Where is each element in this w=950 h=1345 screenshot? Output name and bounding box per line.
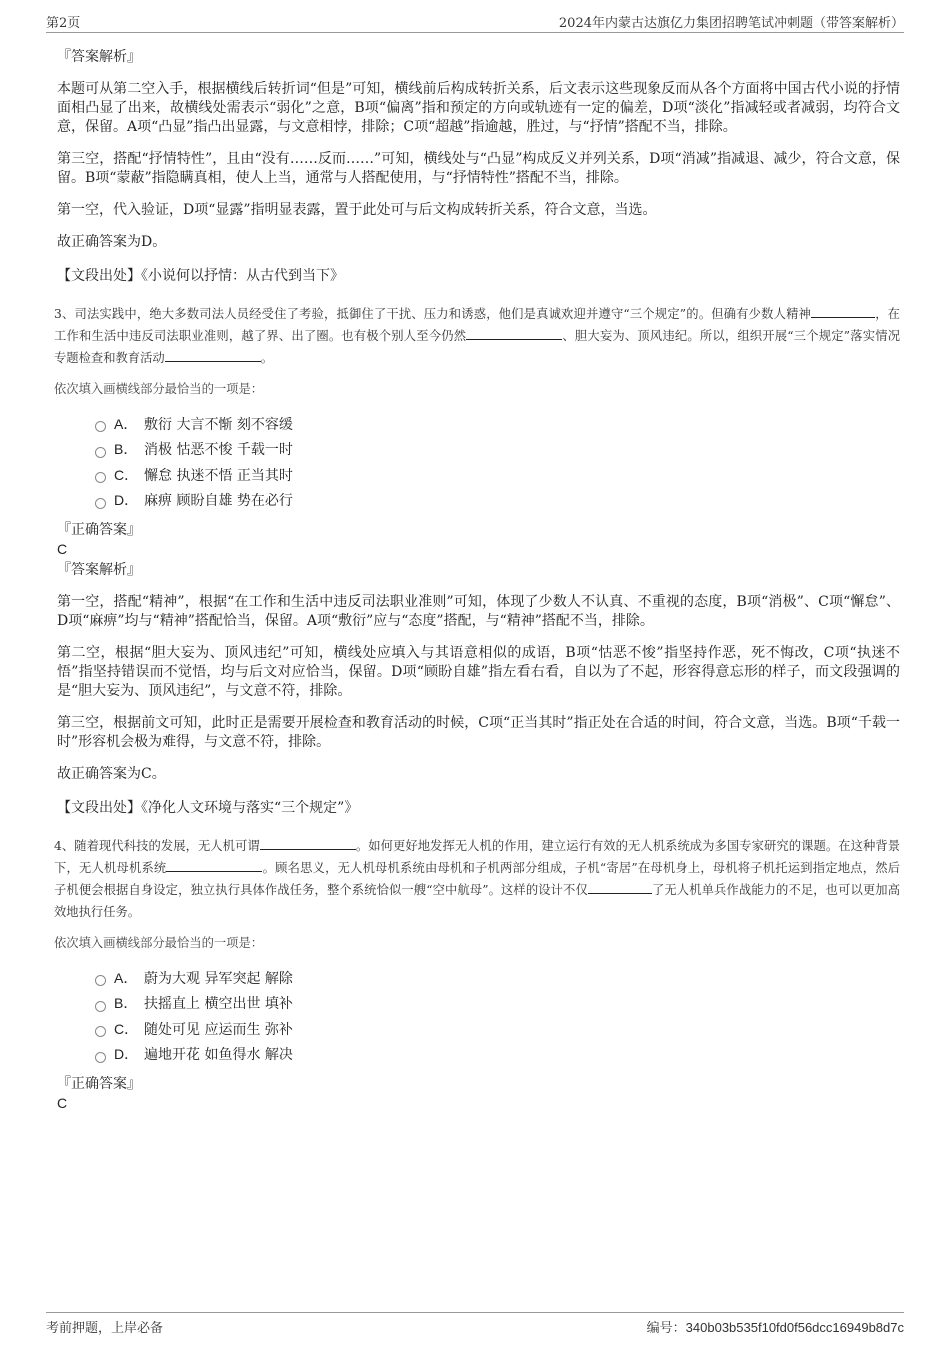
page-number: 第2页: [46, 16, 81, 31]
q4-answer: C: [57, 1095, 68, 1111]
q4-option-b[interactable]: B． 扶摇直上 横空出世 填补: [95, 991, 900, 1017]
q4-option-c[interactable]: C． 随处可见 应运而生 弥补: [95, 1016, 900, 1042]
blank-1: [260, 836, 356, 850]
q2-analysis-p4: 故正确答案为D。: [57, 234, 167, 250]
q4-option-a[interactable]: A． 蔚为大观 异军突起 解除: [95, 965, 900, 991]
blank-2: [166, 858, 262, 872]
q2-analysis-tag: 『答案解析』: [57, 49, 141, 65]
page-header: [46, 12, 904, 33]
q3-answer-tag: 『正确答案』: [57, 522, 141, 538]
blank-2: [466, 326, 562, 340]
q4-options: [95, 965, 900, 1067]
radio-icon[interactable]: [95, 1052, 106, 1063]
document-title: 2024年内蒙古达旗亿力集团招聘笔试冲刺题（带答案解析）: [558, 16, 904, 31]
blank-3: [165, 348, 261, 362]
q3-stem: 3、司法实践中，绝大多数司法人员经受住了考验，抵御住了干扰、压力和诱惑，他们是真诚欢迎并遵守“三个规定”的。但确有少数人精神 ，在工作和生活中违反司法职业准则，越了界、出了圈。也有极个别人至今仍然 、胆大妄为、顶风违纪。所以，组织开展“三个规定”落实情况专题检查和教育活动 。: [54, 303, 900, 369]
radio-icon[interactable]: [95, 1001, 106, 1012]
q3-analysis-p3: 第三空，根据前文可知，此时正是需要开展检查和教育活动的时候，C项“正当其时”指正处在合适的时间，符合文意，当选。B项“千载一时”形容机会极为难得，与文意不符，排除。: [57, 715, 900, 750]
blank-3: [588, 880, 652, 894]
radio-icon[interactable]: [95, 1026, 106, 1037]
document-id: 编号：340b03b535f10fd0f56dcc16949b8d7c: [646, 1320, 904, 1335]
q4-prompt: 依次填入画横线部分最恰当的一项是：: [54, 936, 264, 950]
radio-icon[interactable]: [95, 472, 106, 483]
q3-option-b[interactable]: B． 消极 怙恶不悛 千载一时: [95, 437, 900, 463]
q3-source: 【文段出处】《净化人文环境与落实“三个规定”》: [57, 800, 359, 816]
q3-prompt: 依次填入画横线部分最恰当的一项是：: [54, 382, 264, 396]
q2-source: 【文段出处】《小说何以抒情：从古代到当下》: [57, 268, 344, 284]
q3-option-c[interactable]: C． 懈怠 执迷不悟 正当其时: [95, 462, 900, 488]
blank-1: [811, 304, 875, 318]
q4-stem: 4、随着现代科技的发展，无人机可谓 。如何更好地发挥无人机的作用，建立运行有效的无人机系统成为多国专家研究的课题。在这种背景下，无人机母机系统 。顾名思义，无人机母机系统由母机和子机两部分组成，子机“寄居”在母机身上，母机将子机托运到指定地点，然后子机便会根据自身设定，独立执行具体作战任务，整个系统恰似一艘“空中航母”。这样的设计不仅 了无人机单兵作战能力的不足，也可以更加高效地执行任务。: [54, 835, 900, 923]
q3-answer: C: [57, 541, 68, 557]
q3-option-a[interactable]: A． 敷衍 大言不惭 刻不容缓: [95, 411, 900, 437]
radio-icon[interactable]: [95, 975, 106, 986]
q2-analysis-p1: 本题可从第二空入手，根据横线后转折词“但是”可知，横线前后构成转折关系，后文表示这些现象反而从各个方面将中国古代小说的抒情面相凸显了出来，故横线处需表示“弱化”之意，B项“偏离”指和预定的方向或轨迹有一定的偏差，D项“淡化”指减轻或者减弱，均符合文意，保留。A项“凸显”指凸出显露，与文意相悖，排除；C项“超越”指逾越，胜过，与“抒情”搭配不当，排除。: [57, 81, 900, 135]
radio-icon[interactable]: [95, 421, 106, 432]
radio-icon[interactable]: [95, 447, 106, 458]
q4-answer-tag: 『正确答案』: [57, 1076, 141, 1092]
footer-slogan: 考前押题，上岸必备: [46, 1321, 164, 1336]
q3-analysis-p2: 第二空，根据“胆大妄为、顶风违纪”可知，横线处应填入与其语意相似的成语，B项“怙恶不悛”指坚持作恶，死不悔改，C项“执迷不悟”指坚持错误而不觉悟，均与后文对应恰当，保留。D项“顾盼自雄”指左看右看，自以为了不起，形容得意忘形的样子，而文段强调的是“胆大妄为、顶风违纪”，与文意不符，排除。: [57, 645, 900, 699]
q2-analysis-p3: 第一空，代入验证，D项“显露”指明显表露，置于此处可与后文构成转折关系，符合文意，当选。: [57, 202, 657, 218]
q3-analysis-p4: 故正确答案为C。: [57, 766, 166, 782]
q4-option-d[interactable]: D． 遍地开花 如鱼得水 解决: [95, 1042, 900, 1068]
radio-icon[interactable]: [95, 498, 106, 509]
page-footer: [46, 1312, 904, 1337]
q3-option-d[interactable]: D． 麻痹 顾盼自雄 势在必行: [95, 488, 900, 514]
q3-analysis-tag: 『答案解析』: [57, 562, 141, 578]
q3-analysis-p1: 第一空，搭配“精神”，根据“在工作和生活中违反司法职业准则”可知，体现了少数人不认真、不重视的态度，B项“消极”、C项“懈怠”、D项“麻痹”均与“精神”搭配恰当，保留。A项“敷衍”应与“态度”搭配，与“精神”搭配不当，排除。: [57, 594, 900, 629]
document-body: [54, 44, 900, 1113]
q2-analysis-p2: 第三空，搭配“抒情特性”，且由“没有……反而……”可知，横线处与“凸显”构成反义并列关系，D项“消减”指减退、减少，符合文意，保留。B项“蒙蔽”指隐瞒真相，使人上当，通常与人搭配使用，与“抒情特性”搭配不当，排除。: [57, 151, 900, 186]
q3-options: [95, 411, 900, 513]
